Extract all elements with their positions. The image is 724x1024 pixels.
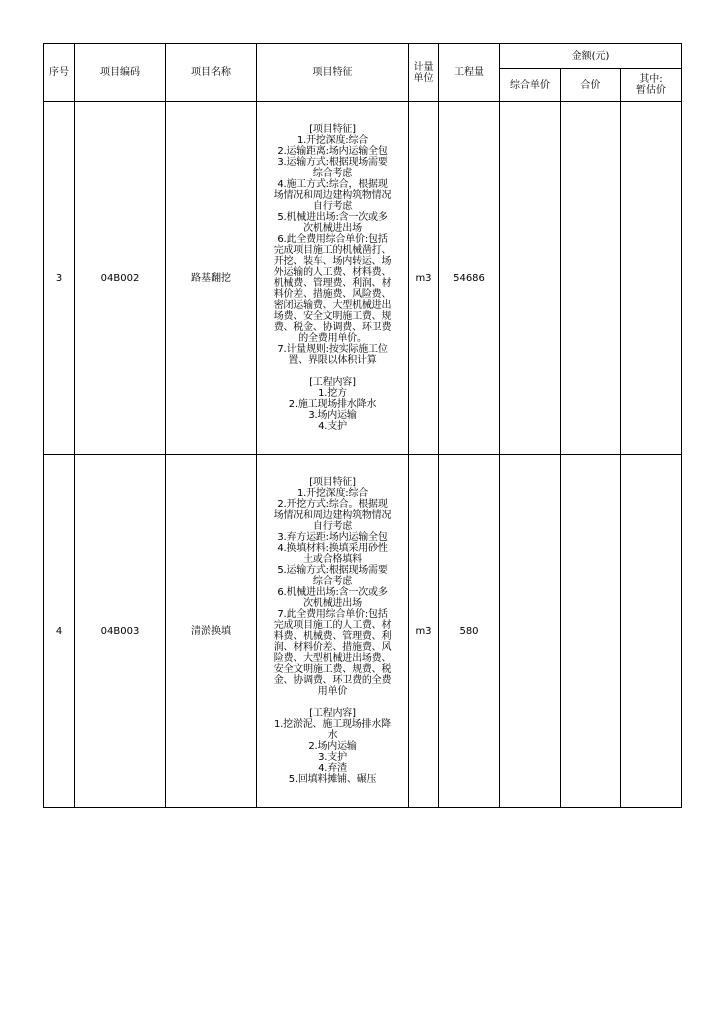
header-unit [409,44,439,102]
feature-line: 3.弃方运距:场内运输全包 [277,532,388,543]
feature-line: 外运输的人工费、材料费、 [273,267,392,278]
feature-line: 自行考虑 [312,521,353,532]
feature-line: 用单价 [317,686,348,697]
row-unit-price [500,102,561,455]
header-code: 项目编码 [75,44,166,102]
header-name: 项目名称 [166,44,257,102]
feature-line: 6.机械进出场:含一次或多 [277,587,388,598]
table-row [44,455,682,808]
feature-line: 安全文明施工费、规费、税 [273,664,392,675]
feature-line: 土或合格填料 [303,554,362,565]
header-provisional-line1: 其中: [639,74,663,85]
row-total [561,102,621,455]
feature-line: 险费、大型机械进出场费、 [273,653,392,664]
feature-line: [项目特征] [309,477,356,488]
feature-line: 5.运输方式:根据现场需要 [277,565,388,576]
row-provisional [621,455,682,808]
feature-line: 密闭运输费、大型机械进出 [273,300,392,311]
feature-line: 5.机械进出场:含一次或多 [277,212,388,223]
feature-line: 场情况和周边建构筑物情况 [273,510,392,521]
row-features [257,102,409,455]
bill-of-quantities-table [43,43,682,808]
feature-line: 2.开挖方式:综合。根据现 [277,499,388,510]
header-unit-line2: 单位 [413,72,434,84]
feature-line: 4.施工方式:综合，根据现 [277,179,388,190]
header-amount: 金额(元) [500,44,682,69]
feature-line: 2.施工现场排水降水 [288,399,377,410]
feature-line: 水 [327,730,338,741]
feature-line: 1.挖淤泥、施工现场排水降 [274,719,391,730]
row-name: 清淤换填 [166,455,257,808]
feature-line: 料费、机械费、管理费、利 [273,631,392,642]
feature-line: 2.运输距离:场内运输全包 [277,146,388,157]
feature-gap [257,366,408,377]
row-name: 路基翻挖 [166,102,257,455]
feature-line: 料价差、措施费、风险费、 [273,289,392,300]
feature-line: 4.支护 [318,421,347,432]
header-provisional-line2: 暂估价 [636,85,666,96]
feature-line: 1.挖方 [318,388,347,399]
row-code: 04B003 [75,455,166,808]
feature-line: 次机械进出场 [303,598,362,609]
header-provisional [621,69,682,102]
feature-line: 置、界限以体积计算 [288,355,377,366]
row-seq: 3 [44,102,75,455]
row-provisional [621,102,682,455]
feature-line: [项目特征] [309,124,356,135]
feature-line: 开挖、装车、场内转运、场 [273,256,392,267]
feature-line: 润、材料价差、措施费、风 [273,642,392,653]
feature-line: 7.此全费用综合单价:包括 [277,609,388,620]
row-total [561,455,621,808]
row-code: 04B002 [75,102,166,455]
feature-line: 1.开挖深度:综合 [296,135,369,146]
feature-line: 的全费用单价。 [298,333,367,344]
feature-line: 3.运输方式:根据现场需要 [277,157,388,168]
feature-line: 场费、安全文明施工费、规 [273,311,392,322]
header-row-1 [44,44,682,69]
feature-line: 1.开挖深度:综合 [296,488,369,499]
feature-line: 金、协调费、环卫费的全费 [273,675,392,686]
row-seq: 4 [44,455,75,808]
feature-line: 2.场内运输 [308,741,357,752]
feature-line: 场情况和周边建构筑物情况 [273,190,392,201]
feature-gap [257,697,408,708]
row-unit: m3 [409,102,439,455]
feature-line: 次机械进出场 [303,223,362,234]
header-qty: 工程量 [439,44,500,102]
feature-line: 费、税金、协调费、环卫费 [273,322,392,333]
feature-line: 机械费、管理费、利润、材 [273,278,392,289]
feature-line: 5.回填料摊铺、碾压 [288,774,377,785]
feature-line: 6.此全费用综合单价:包括 [277,234,388,245]
row-unit-price [500,455,561,808]
table-row [44,102,682,455]
row-unit: m3 [409,455,439,808]
feature-line: 综合考虑 [312,576,353,587]
header-features: 项目特征 [257,44,409,102]
feature-line: [工程内容] [309,377,356,388]
feature-line: [工程内容] [309,708,356,719]
header-seq: 序号 [44,44,75,102]
feature-line: 4.弃渣 [318,763,347,774]
feature-line: 3.支护 [318,752,347,763]
row-features [257,455,409,808]
row-qty: 54686 [439,102,500,455]
header-total: 合价 [561,69,621,102]
header-unit-line1: 计量 [413,61,434,73]
feature-line: 3.场内运输 [308,410,357,421]
header-unit-price: 综合单价 [500,69,561,102]
feature-line: 自行考虑 [312,201,353,212]
feature-line: 7.计量规则:按实际施工位 [277,344,388,355]
feature-line: 完成项目施工的机械凿打、 [273,245,392,256]
feature-line: 综合考虑 [312,168,353,179]
feature-line: 完成项目施工的人工费、材 [273,620,392,631]
feature-line: 4.换填材料:换填采用砂性 [277,543,388,554]
row-qty: 580 [439,455,500,808]
